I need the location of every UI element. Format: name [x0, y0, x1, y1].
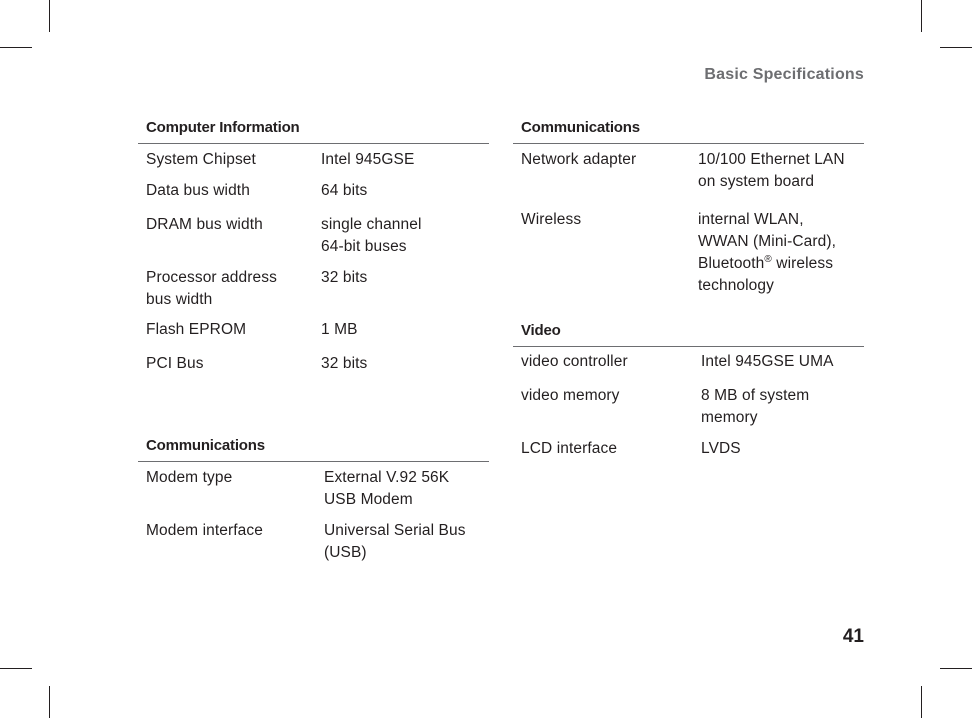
value-line: (USB) [324, 544, 367, 561]
row-value: Intel 945GSE UMA [701, 353, 834, 370]
value-line: on system board [698, 173, 815, 190]
row-value: 1 MB [321, 321, 358, 338]
value-line: 64-bit buses [321, 238, 407, 255]
row-value [324, 467, 449, 511]
row-label: LCD interface [521, 440, 618, 457]
value-line [698, 253, 836, 275]
row-value: Intel 945GSE [321, 151, 415, 168]
crop-mark [921, 686, 922, 718]
crop-mark [940, 47, 972, 48]
row-value: 64 bits [321, 182, 368, 199]
value-text: Bluetooth [698, 255, 765, 272]
row-label: DRAM bus width [146, 216, 263, 233]
value-line: 8 MB of system [701, 387, 810, 404]
table-rule [513, 346, 864, 347]
row-label: Wireless [521, 211, 582, 228]
row-value [701, 385, 809, 429]
value-line: single channel [321, 216, 422, 233]
crop-mark [921, 0, 922, 32]
value-line: USB Modem [324, 491, 413, 508]
value-line: technology [698, 277, 774, 294]
table-rule [138, 461, 489, 462]
row-value [324, 520, 466, 564]
section-title: Communications [146, 437, 265, 454]
label-line: Processor address [146, 269, 277, 286]
row-label: PCI Bus [146, 355, 204, 372]
row-value: 32 bits [321, 355, 368, 372]
crop-mark [49, 0, 50, 32]
crop-mark [0, 668, 32, 669]
row-label [146, 267, 277, 311]
row-value: LVDS [701, 440, 741, 457]
value-line: Universal Serial Bus [324, 522, 466, 539]
row-label: Network adapter [521, 151, 637, 168]
row-label: Data bus width [146, 182, 250, 199]
row-value: 32 bits [321, 269, 368, 286]
row-value [698, 209, 836, 297]
row-label: video memory [521, 387, 620, 404]
row-label: video controller [521, 353, 628, 370]
row-label: Modem type [146, 469, 233, 486]
value-line: 10/100 Ethernet LAN [698, 151, 845, 168]
label-line: bus width [146, 291, 213, 308]
value-line: WWAN (Mini-Card), [698, 233, 837, 250]
crop-mark [0, 47, 32, 48]
page-number: 41 [842, 626, 864, 647]
section-title: Communications [521, 119, 640, 136]
value-text: wireless [771, 255, 834, 272]
running-header: Basic Specifications [704, 66, 864, 83]
row-value [698, 149, 845, 193]
row-label: System Chipset [146, 151, 256, 168]
row-label: Modem interface [146, 522, 263, 539]
value-line: memory [701, 409, 758, 426]
crop-mark [940, 668, 972, 669]
section-title: Video [521, 322, 561, 339]
value-line: internal WLAN, [698, 211, 804, 228]
row-value [321, 214, 422, 258]
crop-mark [49, 686, 50, 718]
section-title: Computer Information [146, 119, 300, 136]
registered-mark: ® [764, 253, 772, 265]
table-rule [513, 143, 864, 144]
value-line: External V.92 56K [324, 469, 450, 486]
table-rule [138, 143, 489, 144]
row-label: Flash EPROM [146, 321, 247, 338]
